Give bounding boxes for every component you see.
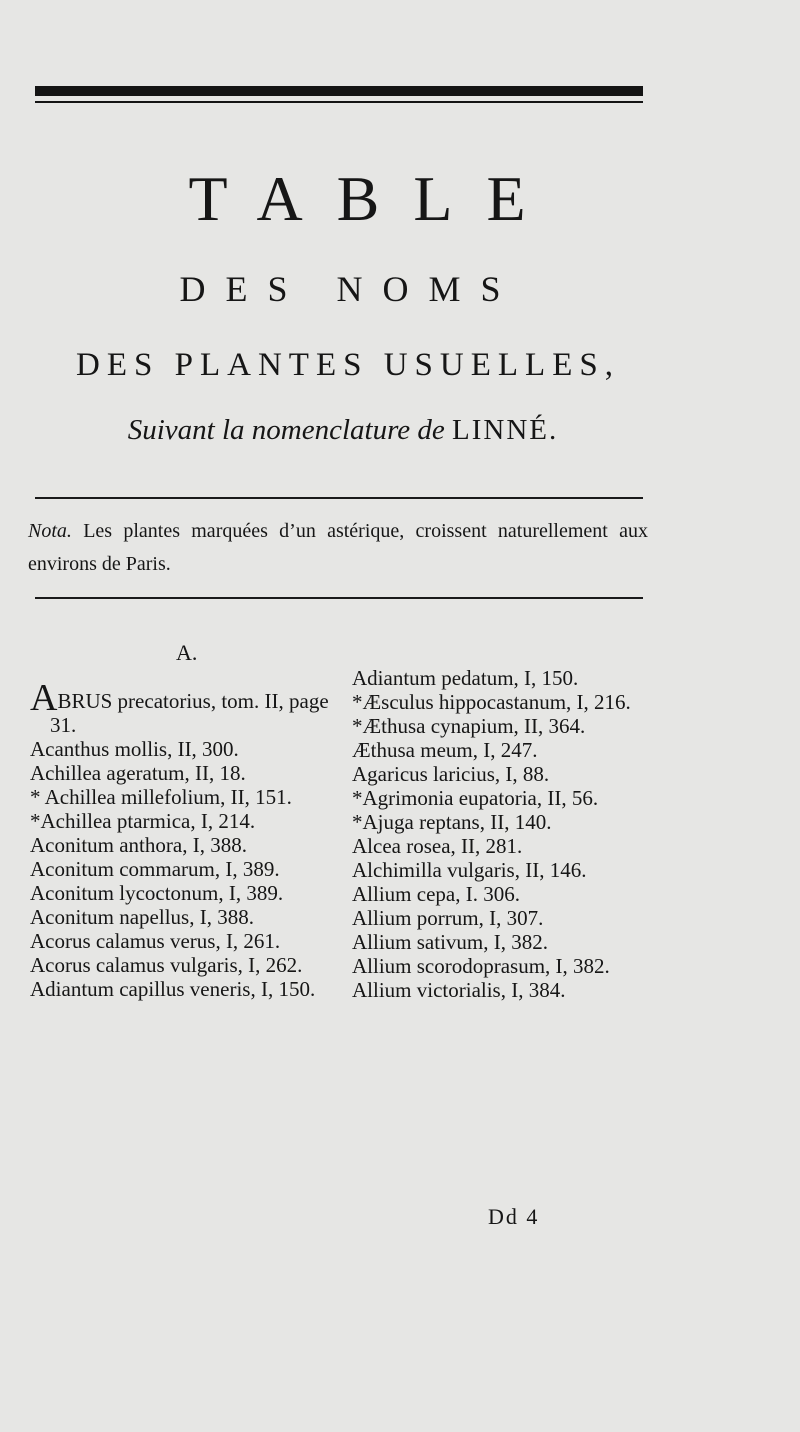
nota-label: Nota.: [28, 520, 72, 542]
subtitle-des-noms: DES NOMS: [179, 269, 521, 309]
author-name: LINNÉ.: [452, 414, 559, 446]
index-entry: Alcea rosea, II, 281.: [352, 834, 523, 858]
subtitle-nomenclature-text: Suivant la nomenclature de: [127, 414, 445, 446]
rule-above-nota: [35, 497, 643, 499]
subtitle-plantes-usuelles: DES PLANTES USUELLES,: [76, 347, 620, 383]
index-entry: Adiantum pedatum, I, 150.: [352, 666, 579, 690]
index-entry: *Ajuga reptans, II, 140.: [352, 810, 552, 834]
nota-paragraph: [28, 515, 648, 581]
index-entry: Adiantum capillus veneris, I, 150.: [30, 977, 316, 1001]
subtitle-nomenclature: [28, 414, 658, 447]
index-entry: Acanthus mollis, II, 300.: [30, 737, 239, 761]
top-ornamental-rule: [35, 86, 643, 96]
index-entry: Aconitum napellus, I, 388.: [30, 905, 254, 929]
index-entry: Allium scorodoprasum, I, 382.: [352, 954, 610, 978]
index-entry: Aconitum lycoctonum, I, 389.: [30, 881, 284, 905]
signature-mark: Dd 4: [488, 1204, 540, 1229]
index-entry: *Agrimonia eupatoria, II, 56.: [352, 786, 599, 810]
section-letter: A.: [176, 640, 198, 665]
index-entry: Acorus calamus vulgaris, I, 262.: [30, 953, 303, 977]
index-column-left: [30, 640, 330, 1001]
index-entry: Allium sativum, I, 382.: [352, 930, 548, 954]
index-entry: Achillea ageratum, II, 18.: [30, 761, 246, 785]
drop-cap: A: [30, 677, 58, 719]
index-entry-text: BRUS precatorius, tom. II, page 31.: [50, 689, 329, 737]
index-entry: *Achillea ptarmica, I, 214.: [30, 809, 256, 833]
index-entry: Aconitum anthora, I, 388.: [30, 833, 247, 857]
page-title: TABLE: [188, 163, 560, 234]
index-entry: [30, 677, 330, 737]
index-entry: Alchimilla vulgaris, II, 146.: [352, 858, 587, 882]
index-entry: Allium porrum, I, 307.: [352, 906, 544, 930]
index-entry: * Achillea millefolium, II, 151.: [30, 785, 292, 809]
index-column-right: [352, 666, 652, 1002]
index-entry: Acorus calamus verus, I, 261.: [30, 929, 281, 953]
top-thin-rule: [35, 101, 643, 103]
index-entry: Æthusa meum, I, 247.: [352, 738, 538, 762]
nota-text: Les plantes marquées d’un astérique, croissent naturellement aux environs de Paris.: [28, 520, 649, 575]
index-entry: Agaricus laricius, I, 88.: [352, 762, 550, 786]
index-entry: Allium victorialis, I, 384.: [352, 978, 566, 1002]
index-entry: Allium cepa, I. 306.: [352, 882, 520, 906]
index-entry: Aconitum commarum, I, 389.: [30, 857, 280, 881]
index-entry: *Æsculus hippocastanum, I, 216.: [352, 690, 631, 714]
index-entry: *Æthusa cynapium, II, 364.: [352, 714, 586, 738]
rule-below-nota: [35, 597, 643, 599]
